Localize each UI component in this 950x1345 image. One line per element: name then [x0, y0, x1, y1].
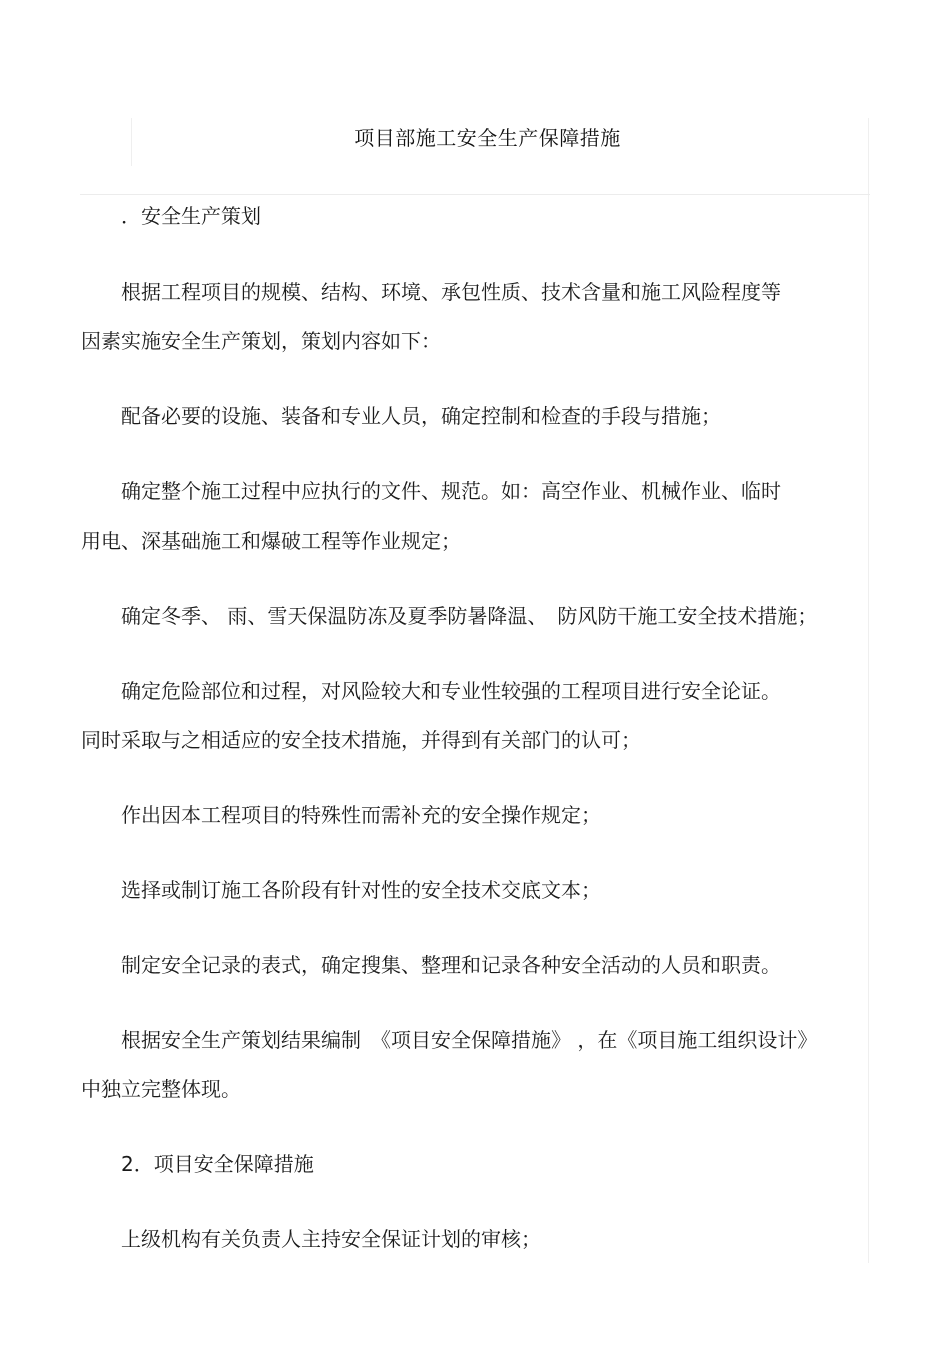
frame-line-right	[868, 118, 869, 1263]
paragraph-line: 作出因本工程项目的特殊性而需补充的安全操作规定；	[121, 803, 601, 827]
paragraph-line: 确定危险部位和过程，对风险较大和专业性较强的工程项目进行安全论证。	[121, 679, 781, 703]
paragraph-line: 配备必要的设施、装备和专业人员，确定控制和检查的手段与措施；	[121, 404, 721, 428]
paragraph-line: 选择或制订施工各阶段有针对性的安全技术交底文本；	[121, 878, 601, 902]
paragraph-line: 确定冬季、 雨、雪天保温防冻及夏季防暑降温、 防风防干施工安全技术措施；	[121, 604, 818, 628]
paragraph-line: 因素实施安全生产策划，策划内容如下：	[81, 329, 441, 353]
title-divider	[80, 194, 870, 195]
paragraph-line: 上级机构有关负责人主持安全保证计划的审核；	[121, 1227, 541, 1251]
section-heading-1: ．安全生产策划	[121, 204, 261, 228]
section-heading-2: 2．项目安全保障措施	[121, 1152, 314, 1176]
paragraph-line: 制定安全记录的表式，确定搜集、整理和记录各种安全活动的人员和职责。	[121, 953, 781, 977]
paragraph-line: 中独立完整体现。	[81, 1077, 241, 1101]
paragraph-line: 同时采取与之相适应的安全技术措施，并得到有关部门的认可；	[81, 728, 641, 752]
paragraph-line: 根据工程项目的规模、结构、环境、承包性质、技术含量和施工风险程度等	[121, 280, 781, 304]
paragraph-line: 确定整个施工过程中应执行的文件、规范。如：高空作业、机械作业、临时	[121, 479, 781, 503]
document-title: 项目部施工安全生产保障措施	[354, 126, 621, 150]
paragraph-line: 用电、深基础施工和爆破工程等作业规定；	[81, 529, 461, 553]
paragraph-line: 根据安全生产策划结果编制 《项目安全保障措施》 ，在《项目施工组织设计》	[121, 1028, 818, 1052]
